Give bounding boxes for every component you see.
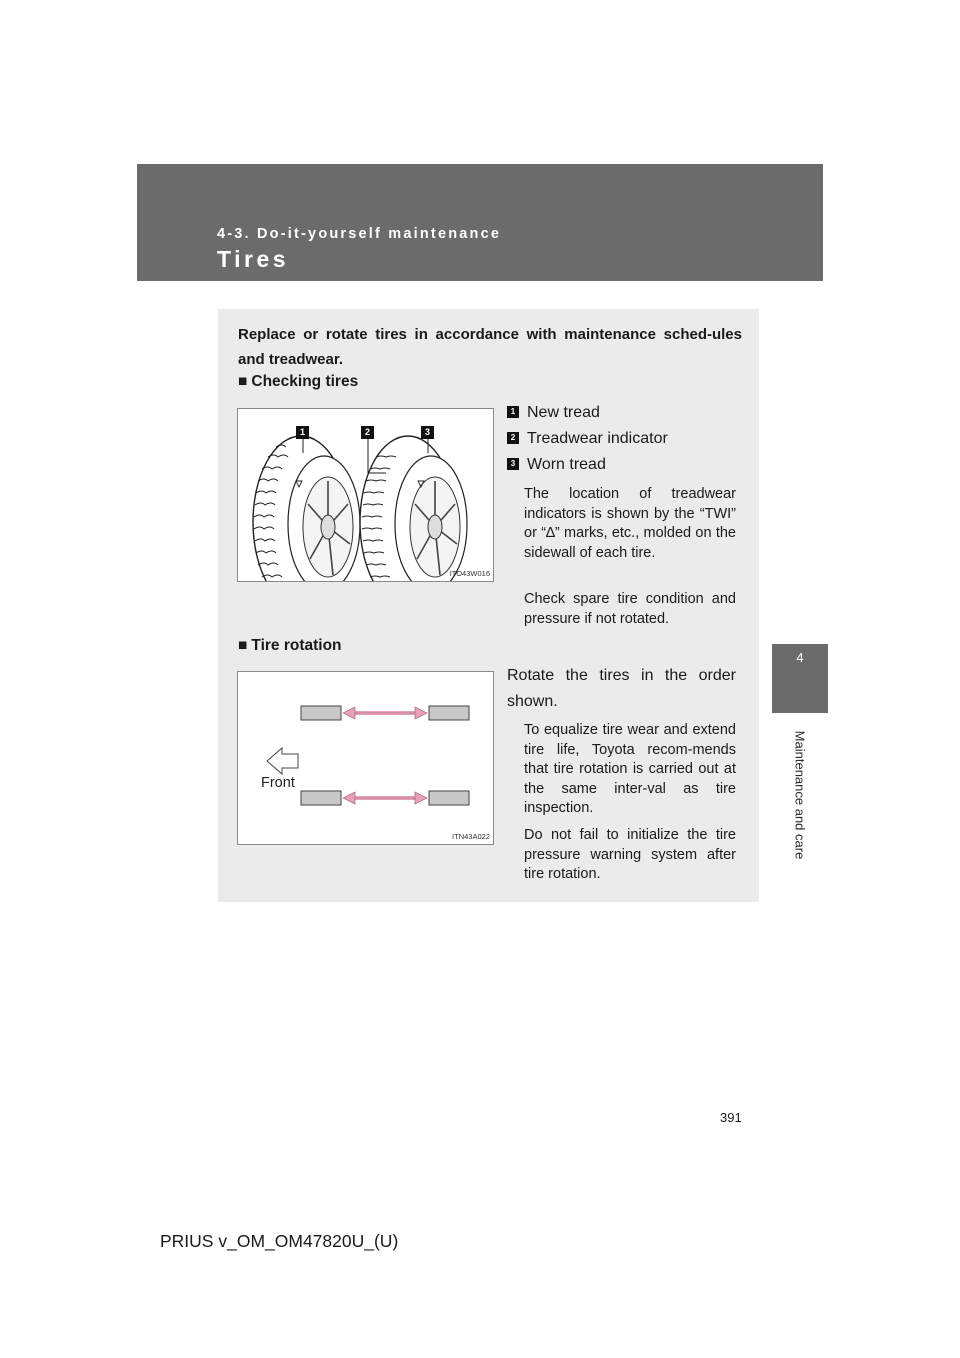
tire-front-right [429, 706, 469, 720]
treadwear-note: The location of treadwear indicators is shown by the “TWI” or “∆” marks, etc., molded on the sidewall of each tire. [524, 486, 736, 561]
legend-label: Worn tread [527, 456, 606, 473]
legend-badge: 1 [507, 406, 519, 418]
tire-rotation-heading [238, 637, 342, 655]
front-arrow-icon [267, 748, 298, 774]
tire-tread-figure [237, 408, 494, 582]
tire-rotation-heading-text: Tire rotation [251, 637, 342, 654]
legend-label: Treadwear indicator [527, 430, 668, 447]
tpws-note: Do not fail to initialize the tire pressure warning system after tire rotation. [524, 827, 736, 882]
figure-code: ITN43A022 [452, 832, 490, 841]
rotation-arrow-bottom [343, 792, 427, 804]
tire-rotation-figure [237, 671, 494, 845]
rotation-note: To equalize tire wear and extend tire life, Toyota recom-mends that tire rotation is carried out at the same inter-val as tire inspection. [524, 722, 736, 816]
worn-tread-tire [360, 436, 467, 581]
rotation-lead-text: Rotate the tires in the order shown. [507, 667, 736, 710]
figure-code: ITO43W016 [449, 569, 490, 578]
rotation-arrow-top [343, 707, 427, 719]
legend-badge: 3 [507, 458, 519, 470]
legend-label: New tread [527, 404, 600, 421]
heading-marker-icon: ■ [238, 637, 248, 654]
checking-tires-heading-text: Checking tires [251, 373, 359, 390]
chapter-tab [772, 644, 828, 713]
legend-item [507, 402, 600, 424]
callout-badge: 3 [421, 426, 434, 439]
tire-rear-left [301, 791, 341, 805]
legend-item [507, 454, 606, 476]
legend-item [507, 428, 668, 450]
page-number: 391 [720, 1110, 742, 1125]
tire-rear-right [429, 791, 469, 805]
intro-text: Replace or rotate tires in accordance with maintenance sched-ules and treadwear. [238, 326, 742, 368]
spare-tire-note: Check spare tire condition and pressure if not rotated. [524, 591, 736, 627]
checking-tires-heading [238, 373, 358, 391]
section-label: 4-3. Do-it-yourself maintenance [217, 226, 502, 242]
chapter-header [137, 164, 823, 281]
new-tread-tire [253, 436, 360, 581]
content-panel [218, 309, 759, 902]
heading-marker-icon: ■ [238, 373, 248, 390]
footer-document-code: PRIUS v_OM_OM47820U_(U) [160, 1231, 399, 1251]
page-title: Tires [217, 246, 290, 272]
legend-badge: 2 [507, 432, 519, 444]
chapter-side-label [785, 722, 815, 867]
tire-front-left [301, 706, 341, 720]
chapter-side-label-text: Maintenance and care [792, 730, 808, 859]
front-label: Front [261, 775, 295, 791]
chapter-tab-number: 4 [796, 650, 804, 665]
callout-badge: 1 [296, 426, 309, 439]
callout-badge: 2 [361, 426, 374, 439]
rotation-diagram [238, 672, 493, 844]
